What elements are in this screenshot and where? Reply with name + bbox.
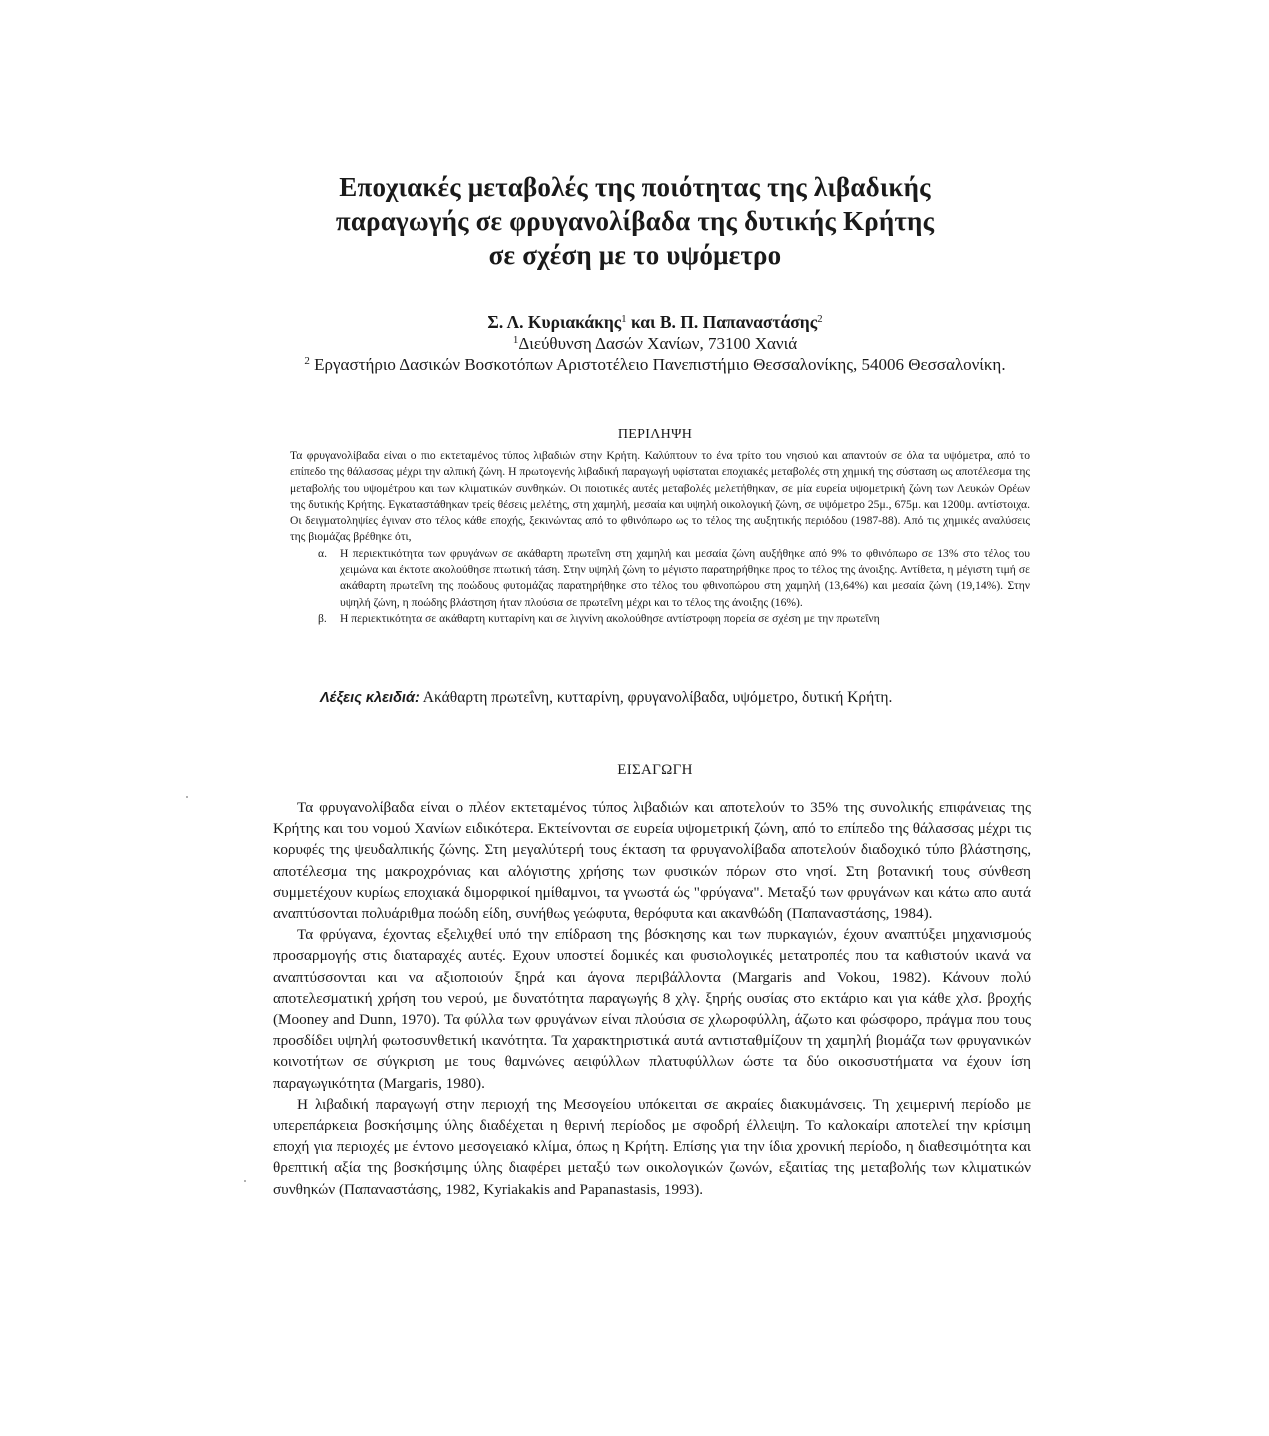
scan-speck [186,796,188,798]
abstract-item-b-marker: β. [318,611,327,625]
scan-speck [244,1180,246,1182]
title-line-2: παραγωγής σε φρυγανολίβαδα της δυτικής Κρήτης [335,206,935,236]
title-line-1: Εποχιακές μεταβολές της ποιότητας της λιβαδικής [339,172,931,202]
affiliation-1-mark: 1 [512,334,519,346]
abstract-body [290,448,1030,627]
keywords-text: Ακάθαρτη πρωτεΐνη, κυτταρίνη, φρυγανολίβαδα, υψόμετρο, δυτική Κρήτη. [419,689,893,706]
keywords [320,688,1040,708]
introduction-paragraph-1: Τα φρυγανολίβαδα είναι ο πλέον εκτεταμένος τύπος λιβαδιών και αποτελούν το 35% της συνολικής επιφάνειας της Κρήτης και του νομού Χανίων ειδικότερα. Εκτείνονται σε ευρεία υψομετρική ζώνη, από το επίπεδο της θάλασσας μέχρι τις κορυφές της ψευδαλπικής ζώνης. Στη μεγαλύτερή τους έκταση τα φρυγανολίβαδα αποτελούν διαδοχικό τύπο βλάστησης, αποτέλεσμα της μακροχρόνιας και αλόγιστης χρήσης των φυσικών πόρων στο νησί. Στη βοτανική τους σύνθεση συμμετέχουν κυρίως εποχιακά διμορφικοί ημίθαμνοι, τα γνωστά ώς "φρύγανα". Μεταξύ των φρυγάνων και κάτω απο αυτά αναπτύσονται πολυάριθμα ποώδη είδη, συνήθως γεώφυτα, θερόφυτα και ακανθώδη (Παπαναστάσης, 1984). [273,799,1031,923]
abstract-item-a-text: Η περιεκτικότητα των φρυγάνων σε ακάθαρτη πρωτεΐνη στη χαμηλή και μεσαία ζώνη αυξήθηκε από 9% το φθινόπωρο σε 13% στο τέλος του χειμώνα και έκτοτε ακολούθησε πτωτική τάση. Στην υψηλή ζώνη το μέγιστο παρατηρήθηκε προς το τέλος της άνοιξης. Αντίθετα, η μέγιστη τιμή σε ακάθαρτη πρωτεΐνη της ποώδους φυτομάζας παρατηρήθηκε στο τέλος του φθινοπώρου στη χαμηλή (13,64%) και μεσαία ζώνη (19,14%). Στην υψηλή ζώνη, η ποώδης βλάστηση ήταν πλούσια σε πρωτεΐνη μέχρι και το τέλος της άνοιξης (16%). [340,546,1030,609]
introduction-heading: ΕΙΣΑΓΩΓΗ [617,762,693,778]
author-2: Β. Π. Παπαναστάσης [659,312,818,332]
abstract-heading: ΠΕΡΙΛΗΨΗ [617,427,693,442]
abstract-paragraph: Τα φρυγανολίβαδα είναι ο πιο εκτεταμένος τύπος λιβαδιών στην Κρήτη. Καλύπτουν το ένα τρίτο του νησιού και απαντούν σε όλα τα υψόμετρα, από το επίπεδο της θάλασσας μέχρι την αλπική ζώνη. Η πρωτογενής λιβαδική παραγωγή υφίσταται εποχιακές μεταβολές στη χημική της σύσταση ως αποτέλεσμα της μεταβολής του υψομέτρου και των κλιματικών συνθηκών. Οι ποιοτικές αυτές μεταβολές μελετήθηκαν, σε μία ευρεία υψομετρική ζώνη των Λευκών Ορέων της δυτικής Κρήτης. Εγκαταστάθηκαν τρείς θέσεις μελέτης, στη χαμηλή, μεσαία και υψηλή οικολογική ζώνη, σε υψόμετρο 25μ., 675μ. και 1200μ. αντίστοιχα. Οι δειγματοληψίες έγιναν στο τέλος κάθε εποχής, ξεκινώντας από το φθινόπωρο ως το τέλος της αυξητικής περιόδου (1987-88). Από τις χημικές αναλύσεις της βιομάζας βρέθηκε ότι, [290,449,1030,544]
abstract-item-a [318,546,1030,611]
introduction-paragraph-3: Η λιβαδική παραγωγή στην περιοχή της Μεσογείου υπόκειται σε ακραίες διακυμάνσεις. Τη χειμερινή περίοδο με υπερεπάρκεια βοσκήσιμης ύλης διαδέχεται η θερινή περίοδος με σφοδρή έλλειψη. Το καλοκαίρι αποτελεί την κρίσιμη εποχή για περιοχές με έντονο μεσογειακό κλίμα, όπως η Κρήτη. Επίσης για την ίδια χρονική περίοδο, η διαθεσιμότητα και θρεπτική αξία της βοσκήσιμης ύλης διαφέρει μεταξύ των οικολογικών ζωνών, εξαιτίας της μεταβολής των κλιματικών συνθηκών (Παπαναστάσης, 1982, Kyriakakis and Papanastasis, 1993). [273,1095,1031,1198]
title-line-3: σε σχέση με το υψόμετρο [488,240,782,270]
keywords-label: Λέξεις κλειδιά: [320,690,420,706]
author-conjunction: και [626,312,660,332]
affiliation-1 [260,333,1050,354]
abstract-item-b [318,611,1030,627]
affiliation-1-text: Διεύθυνση Δασών Χανίων, 73100 Χανιά [518,334,798,353]
affiliation-2 [260,354,1050,375]
author-1-affiliation-mark: 1 [621,313,627,325]
abstract-item-b-text: Η περιεκτικότητα σε ακάθαρτη κυτταρίνη και σε λιγνίνη ακολούθησε αντίστροφη πορεία σε σχέση με την πρωτεΐνη [340,611,880,625]
introduction-body [273,797,1031,1200]
paper-title [300,170,970,272]
introduction-paragraph-2: Τα φρύγανα, έχοντας εξελιχθεί υπό την επίδραση της βόσκησης και των πυρκαγιών, έχουν αναπτύξει μηχανισμούς προσαρμογής στις διαταραχές αυτές. Εχουν υποστεί δομικές και φυσιολογικές μετατροπές που τα καθιστούν ικανά να αναπτύσσονται και να αξιοποιούν ξηρά και άγονα περιβάλλοντα (Margaris and Vokou, 1982). Κάνουν πολύ αποτελεσματική χρήση του νερού, με δυνατότητα παραγωγής 8 χλγ. ξηρής ουσίας στο εκτάριο και για κάθε χλσ. βροχής (Mooney and Dunn, 1970). Τα φύλλα των φρυγάνων είναι πλούσια σε χλωροφύλλη, άζωτο και φώσφορο, πράγμα που τους προσδίδει υψηλή φωτοσυνθετική ικανότητα. Τα χαρακτηριστικά αυτά αντισταθμίζουν τη χαμηλή βιομάζα των φρυγανικών κοινοτήτων σε σύγκριση με τους θαμνώνες αειφύλλων πλατυφύλλων ώστε τα δύο οικοσυστήματα να έχουν ίση παραγωγικότητα (Margaris, 1980). [273,926,1031,1092]
authors-block [260,312,1050,375]
affiliation-2-mark: 2 [304,355,310,367]
affiliation-2-text: Εργαστήριο Δασικών Βοσκοτόπων Αριστοτέλειο Πανεπιστήμιο Θεσσαλονίκης, 54006 Θεσσαλονίκη. [309,355,1006,374]
author-2-affiliation-mark: 2 [817,313,823,325]
abstract-item-a-marker: α. [318,546,327,560]
author-names [260,312,1050,333]
author-1: Σ. Λ. Κυριακάκης [487,312,622,332]
